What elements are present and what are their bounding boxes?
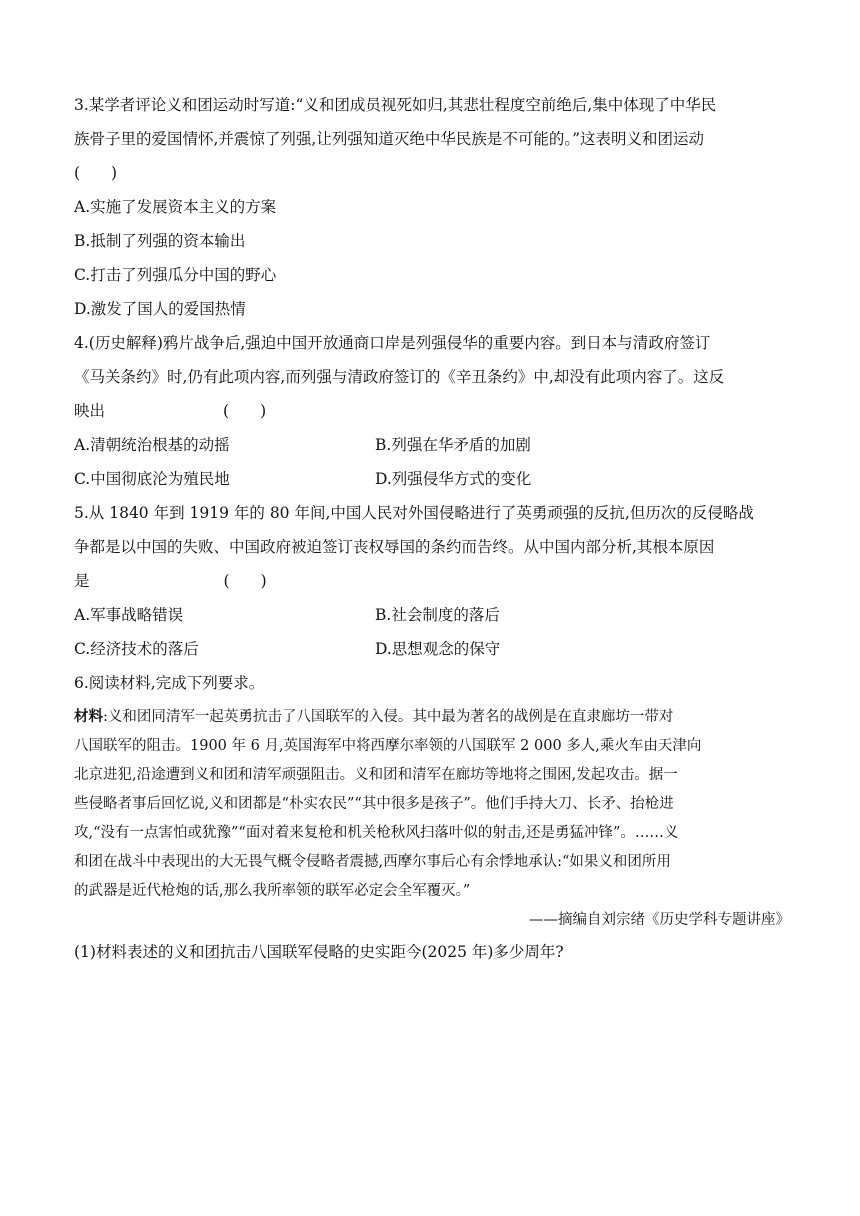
option-c: C.经济技术的落后 bbox=[74, 640, 199, 658]
question-6 bbox=[74, 666, 790, 969]
option-a: A.军事战略错误 bbox=[74, 606, 184, 624]
question-stem-tail: 是 bbox=[74, 572, 90, 590]
material-line: 北京进犯,沿途遭到义和团和清军顽强阻击。义和团和清军在廊坊等地将之围困,发起攻击。据一 bbox=[74, 767, 678, 783]
answer-bracket: ( ) bbox=[223, 572, 267, 590]
material-line: 的武器是近代枪炮的话,那么我所率领的联军必定会全军覆灭。” bbox=[74, 883, 471, 899]
option-c: C.打击了列强瓜分中国的野心 bbox=[74, 266, 277, 284]
question-stem-last-line bbox=[74, 394, 790, 428]
question-5 bbox=[74, 496, 790, 666]
options-row bbox=[74, 632, 790, 666]
option-d: D.思想观念的保守 bbox=[375, 640, 501, 658]
question-4 bbox=[74, 326, 790, 496]
question-stem-line: 3.某学者评论义和团运动时写道:“义和团成员视死如归,其悲壮程度空前绝后,集中体现了中华民 bbox=[74, 96, 717, 114]
material-line: 些侵略者事后回忆说,义和团都是“朴实农民”“其中很多是孩子”。他们手持大刀、长矛、抬枪进 bbox=[74, 796, 674, 812]
option-a: A.清朝统治根基的动摇 bbox=[74, 436, 230, 454]
material-line: 八国联军的阻击。1900 年 6 月,英国海军中将西摩尔率领的八国联军 2 000 多人,乘火车由天津向 bbox=[74, 738, 702, 754]
material-text: :义和团同清军一起英勇抗击了八国联军的入侵。其中最为著名的战例是在直隶廊坊一带对 bbox=[103, 709, 674, 725]
material-line: 和团在战斗中表现出的大无畏气概令侵略者震撼,西摩尔事后心有余悸地承认:“如果义和团所用 bbox=[74, 854, 671, 870]
question-stem-line: 族骨子里的爱国情怀,并震惊了列强,让列强知道灭绝中华民族是不可能的。”这表明义和团运动 bbox=[74, 130, 705, 148]
document-page bbox=[74, 88, 790, 969]
material-label: 材料 bbox=[74, 708, 103, 725]
question-stem-line: 《马关条约》时,仍有此项内容,而列强与清政府签订的《辛丑条约》中,却没有此项内容了。这反 bbox=[74, 368, 725, 386]
option-b: B.抵制了列强的资本输出 bbox=[74, 232, 246, 250]
option-d: D.列强侵华方式的变化 bbox=[375, 470, 532, 488]
option-b: B.社会制度的落后 bbox=[375, 606, 500, 624]
question-stem-tail: 映出 bbox=[74, 402, 106, 420]
options-row bbox=[74, 462, 790, 496]
question-stem-line: 4.(历史解释)鸦片战争后,强迫中国开放通商口岸是列强侵华的重要内容。到日本与清政府签订 bbox=[74, 334, 711, 352]
option-d: D.激发了国人的爱国热情 bbox=[74, 300, 246, 318]
material-source: ——摘编自刘宗绪《历史学科专题讲座》 bbox=[529, 912, 790, 928]
options-row bbox=[74, 428, 790, 462]
option-c: C.中国彻底沦为殖民地 bbox=[74, 470, 230, 488]
question-stem: 6.阅读材料,完成下列要求。 bbox=[74, 674, 265, 692]
question-3 bbox=[74, 88, 790, 326]
answer-bracket: ( ) bbox=[74, 164, 118, 182]
material-line: 攻,“没有一点害怕或犹豫”“面对着来复枪和机关枪秋风扫落叶似的射击,还是勇猛冲锋”。……义 bbox=[74, 825, 679, 841]
material-block bbox=[74, 702, 790, 906]
question-stem-last-line bbox=[74, 564, 790, 598]
options-row bbox=[74, 598, 790, 632]
sub-question-1: (1)材料表述的义和团抗击八国联军侵略的史实距今(2025 年)多少周年? bbox=[74, 943, 564, 961]
question-stem-line: 5.从 1840 年到 1919 年的 80 年间,中国人民对外国侵略进行了英勇顽强的反抗,但历次的反侵略战 bbox=[74, 504, 754, 522]
option-b: B.列强在华矛盾的加剧 bbox=[375, 436, 531, 454]
option-a: A.实施了发展资本主义的方案 bbox=[74, 198, 277, 216]
material-line bbox=[74, 702, 790, 732]
question-stem-line: 争都是以中国的失败、中国政府被迫签订丧权辱国的条约而告终。从中国内部分析,其根本原因 bbox=[74, 538, 715, 556]
answer-bracket: ( ) bbox=[223, 402, 267, 420]
